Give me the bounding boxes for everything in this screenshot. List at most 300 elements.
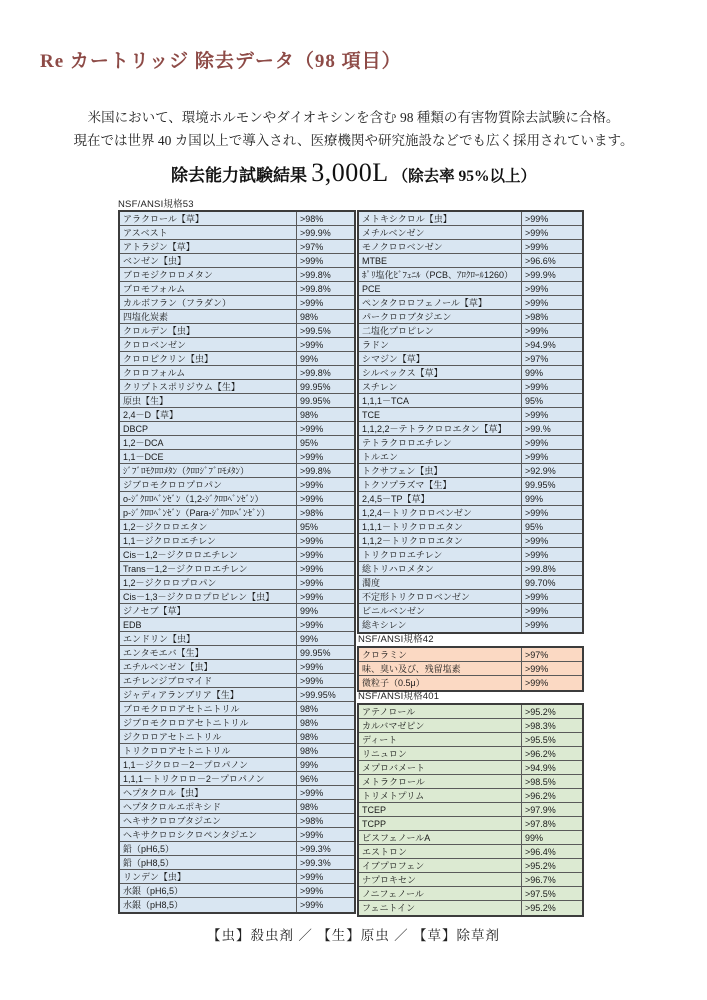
result-heading	[0, 158, 707, 188]
result-heading-prefix: 除去能力試験結果	[170, 166, 312, 185]
removal-rate: >99%	[522, 380, 582, 393]
table-row	[120, 898, 354, 912]
removal-rate: >99%	[522, 226, 582, 239]
table-row	[120, 758, 354, 772]
table-row	[120, 254, 354, 268]
substance-name: 鉛（pH6,5）	[120, 842, 297, 855]
table-row	[120, 842, 354, 856]
substance-name: リニュロン	[359, 747, 522, 760]
substance-name: ノニフェノール	[359, 887, 522, 900]
table-row	[120, 464, 354, 478]
table-row	[359, 366, 582, 380]
substance-name: TCE	[359, 408, 522, 421]
removal-rate: >99%	[297, 492, 354, 505]
removal-rate: >96.7%	[522, 873, 582, 886]
removal-rate: 98%	[297, 744, 354, 757]
substance-name: Cis－1,3－ジクロロプロピレン【虫】	[120, 590, 297, 603]
table-row	[120, 212, 354, 226]
substance-name: 総トリハロメタン	[359, 562, 522, 575]
removal-rate: >95.2%	[522, 705, 582, 718]
removal-rate: >97%	[522, 352, 582, 365]
removal-rate: >99%	[297, 338, 354, 351]
table-row	[120, 716, 354, 730]
removal-rate: >96.4%	[522, 845, 582, 858]
table-row	[120, 660, 354, 674]
table-row	[120, 492, 354, 506]
table-row	[120, 884, 354, 898]
removal-table-std42	[357, 646, 584, 692]
substance-name: 原虫【生】	[120, 394, 297, 407]
substance-name: クリプトスポリジウム【生】	[120, 380, 297, 393]
removal-rate: >99%	[297, 674, 354, 687]
removal-rate: >99.8%	[297, 282, 354, 295]
intro-line-2: 現在では世界 40 カ国以上で導入され、医療機関や研究施設などでも広く採用されています。	[73, 133, 634, 148]
table-row	[120, 478, 354, 492]
table-row	[359, 859, 582, 873]
table-row	[359, 618, 582, 632]
removal-rate: >96.6%	[522, 254, 582, 267]
table-row	[359, 887, 582, 901]
table-row	[120, 828, 354, 842]
table-row	[359, 492, 582, 506]
table-row	[359, 789, 582, 803]
table-row	[359, 873, 582, 887]
substance-name: アトラジン【草】	[120, 240, 297, 253]
removal-rate: >99.3%	[297, 842, 354, 855]
substance-name: MTBE	[359, 254, 522, 267]
removal-rate: >99%	[522, 324, 582, 337]
table-row	[120, 674, 354, 688]
removal-rate: >99%	[297, 254, 354, 267]
removal-table-std53-right-body	[359, 212, 582, 632]
removal-rate: 99.95%	[297, 380, 354, 393]
removal-rate: >99%	[522, 604, 582, 617]
substance-name: メチルベンゼン	[359, 226, 522, 239]
substance-name: メトラクロール	[359, 775, 522, 788]
removal-rate: >99%	[522, 436, 582, 449]
substance-name: 1,2－DCA	[120, 436, 297, 449]
substance-name: ジクロロアセトニトリル	[120, 730, 297, 743]
table-row	[359, 338, 582, 352]
removal-rate: 98%	[297, 730, 354, 743]
table-row	[359, 747, 582, 761]
removal-table-std401	[357, 703, 584, 917]
table-row	[120, 520, 354, 534]
result-heading-suffix: （除去率 95%以上）	[392, 168, 537, 185]
table-row	[120, 436, 354, 450]
substance-name: フェニトイン	[359, 901, 522, 915]
removal-rate: >99%	[297, 576, 354, 589]
substance-name: ジブロモクロロアセトニトリル	[120, 716, 297, 729]
intro-paragraph	[0, 106, 707, 152]
substance-name: EDB	[120, 618, 297, 631]
removal-rate: >99%	[522, 618, 582, 632]
substance-name: ブロモジクロロメタン	[120, 268, 297, 281]
table-row	[120, 856, 354, 870]
table-row	[120, 534, 354, 548]
removal-rate: >99%	[297, 478, 354, 491]
removal-rate: >97.5%	[522, 887, 582, 900]
intro-line-1: 米国において、環境ホルモンやダイオキシンを含む 98 種類の有害物質除去試験に合格。	[87, 110, 620, 125]
substance-name: 総キシレン	[359, 618, 522, 632]
table-row	[120, 800, 354, 814]
removal-rate: 99%	[522, 492, 582, 505]
substance-name: 味、臭い及び、残留塩素	[359, 662, 522, 675]
table-row	[120, 324, 354, 338]
removal-rate: >95.2%	[522, 901, 582, 915]
removal-rate: 95%	[297, 436, 354, 449]
removal-rate: >99%	[522, 676, 582, 690]
removal-rate: >98%	[522, 310, 582, 323]
table-row	[359, 705, 582, 719]
table-row	[359, 548, 582, 562]
removal-rate: >99.9%	[522, 268, 582, 281]
substance-name: ｼﾞﾌﾞﾛﾓｸﾛﾛﾒﾀﾝ（ｸﾛﾛｼﾞﾌﾞﾛﾓﾒﾀﾝ）	[120, 464, 297, 477]
removal-rate: 98%	[297, 800, 354, 813]
removal-rate: >99.8%	[522, 562, 582, 575]
substance-name: トクサフェン【虫】	[359, 464, 522, 477]
table-row	[120, 394, 354, 408]
table-row	[359, 352, 582, 366]
substance-name: 二塩化プロピレン	[359, 324, 522, 337]
removal-table-std401-body	[359, 705, 582, 915]
substance-name: p-ｼﾞｸﾛﾛﾍﾞﾝｾﾞﾝ（Para-ｼﾞｸﾛﾛﾍﾞﾝｾﾞﾝ）	[120, 506, 297, 519]
removal-rate: >97.9%	[522, 803, 582, 816]
removal-rate: >99.5%	[297, 324, 354, 337]
removal-rate: >97.8%	[522, 817, 582, 830]
table-row	[359, 576, 582, 590]
table-row	[359, 436, 582, 450]
substance-name: トリクロロアセトニトリル	[120, 744, 297, 757]
removal-rate: 99%	[297, 352, 354, 365]
table-row	[120, 562, 354, 576]
substance-name: Trans－1,2－ジクロロエチレン	[120, 562, 297, 575]
substance-name: 1,1,1－トリクロロエタン	[359, 520, 522, 533]
removal-rate: >99%	[297, 422, 354, 435]
substance-name: o-ｼﾞｸﾛﾛﾍﾞﾝｾﾞﾝ（1,2-ｼﾞｸﾛﾛﾍﾞﾝｾﾞﾝ）	[120, 492, 297, 505]
substance-name: ヘキサクロロブタジエン	[120, 814, 297, 827]
removal-rate: >99%	[297, 660, 354, 673]
substance-name: エストロン	[359, 845, 522, 858]
removal-rate: >99%	[297, 618, 354, 631]
table-row	[120, 870, 354, 884]
substance-name: 2,4－D【草】	[120, 408, 297, 421]
removal-rate: >98%	[297, 814, 354, 827]
substance-name: ナプロキセン	[359, 873, 522, 886]
substance-name: 1,2－ジクロロプロパン	[120, 576, 297, 589]
table-row	[120, 618, 354, 632]
removal-rate: 98%	[297, 408, 354, 421]
removal-rate: >99%	[297, 450, 354, 463]
table-row	[120, 814, 354, 828]
removal-rate: >99%	[297, 590, 354, 603]
table-row	[120, 772, 354, 786]
substance-name: モノクロロベンゼン	[359, 240, 522, 253]
table-row	[359, 648, 582, 662]
removal-rate: >95.2%	[522, 859, 582, 872]
table-row	[359, 604, 582, 618]
substance-name: 鉛（pH8,5）	[120, 856, 297, 869]
substance-name: トリクロロエチレン	[359, 548, 522, 561]
table-row	[359, 254, 582, 268]
table-row	[359, 240, 582, 254]
table-row	[359, 845, 582, 859]
removal-rate: >99%	[297, 898, 354, 912]
table-row	[359, 775, 582, 789]
section-label-nsf-ansi-401: NSF/ANSI規格401	[358, 691, 440, 702]
substance-name: テトラクロロエチレン	[359, 436, 522, 449]
substance-name: メプロバメート	[359, 761, 522, 774]
table-row	[120, 310, 354, 324]
removal-rate: >95.5%	[522, 733, 582, 746]
table-row	[120, 506, 354, 520]
removal-rate: 99%	[297, 632, 354, 645]
removal-rate: >97%	[297, 240, 354, 253]
removal-rate: >99%	[522, 662, 582, 675]
removal-rate: >99%	[297, 548, 354, 561]
substance-name: トリメトプリム	[359, 789, 522, 802]
substance-name: エンタモエバ【生】	[120, 646, 297, 659]
substance-name: メトキシクロル【虫】	[359, 212, 522, 225]
substance-name: 不定形トリクロロベンゼン	[359, 590, 522, 603]
removal-rate: >99%	[522, 506, 582, 519]
substance-name: ヘキサクロロシクロペンタジエン	[120, 828, 297, 841]
removal-rate: >99.8%	[297, 268, 354, 281]
removal-rate: >94.9%	[522, 761, 582, 774]
removal-rate: 99%	[522, 366, 582, 379]
table-row	[359, 520, 582, 534]
table-row	[120, 338, 354, 352]
substance-name: ペンタクロロフェノール【草】	[359, 296, 522, 309]
removal-rate: >99%	[522, 548, 582, 561]
table-row	[359, 662, 582, 676]
table-row	[359, 719, 582, 733]
table-row	[120, 408, 354, 422]
removal-rate: >96.2%	[522, 747, 582, 760]
removal-rate: 99.70%	[522, 576, 582, 589]
substance-name: TCPP	[359, 817, 522, 830]
removal-rate: 96%	[297, 772, 354, 785]
table-row	[120, 226, 354, 240]
substance-name: カルボフラン（フラダン）	[120, 296, 297, 309]
table-row	[359, 226, 582, 240]
substance-name: エンドリン【虫】	[120, 632, 297, 645]
substance-name: スチレン	[359, 380, 522, 393]
removal-rate: >99%	[297, 562, 354, 575]
substance-name: PCE	[359, 282, 522, 295]
table-row	[359, 733, 582, 747]
table-row	[359, 831, 582, 845]
table-row	[120, 268, 354, 282]
table-row	[120, 744, 354, 758]
table-row	[120, 422, 354, 436]
removal-rate: 99.95%	[522, 478, 582, 491]
table-row	[120, 576, 354, 590]
removal-rate: 99%	[522, 831, 582, 844]
substance-name: クロラミン	[359, 648, 522, 661]
table-row	[359, 394, 582, 408]
removal-rate: >99%	[297, 828, 354, 841]
substance-name: ブロモフォルム	[120, 282, 297, 295]
substance-name: ブロモクロロアセトニトリル	[120, 702, 297, 715]
substance-name: ラドン	[359, 338, 522, 351]
result-heading-volume: 3,000L	[311, 158, 389, 187]
substance-name: シルベックス【草】	[359, 366, 522, 379]
removal-rate: 99.95%	[297, 394, 354, 407]
substance-name: ヘプタクロルエポキシド	[120, 800, 297, 813]
table-row	[359, 380, 582, 394]
removal-table-std42-body	[359, 648, 582, 690]
removal-rate: 95%	[297, 520, 354, 533]
removal-rate: >99.95%	[297, 688, 354, 701]
table-row	[359, 296, 582, 310]
page-title: Re カートリッジ 除去データ（98 項目）	[40, 51, 402, 72]
removal-rate: >98%	[297, 212, 354, 225]
removal-rate: >99.8%	[297, 366, 354, 379]
removal-rate: >99%	[522, 282, 582, 295]
removal-rate: >99.%	[522, 422, 582, 435]
table-row	[359, 817, 582, 831]
removal-rate: >99.8%	[297, 464, 354, 477]
substance-name: Cis－1,2－ジクロロエチレン	[120, 548, 297, 561]
table-row	[359, 282, 582, 296]
substance-name: エチレンジブロマイド	[120, 674, 297, 687]
substance-name: ベンゼン【虫】	[120, 254, 297, 267]
substance-name: TCEP	[359, 803, 522, 816]
substance-name: トルエン	[359, 450, 522, 463]
removal-rate: >99%	[522, 450, 582, 463]
removal-rate: >99%	[297, 884, 354, 897]
removal-rate: 98%	[297, 310, 354, 323]
removal-rate: >99%	[522, 240, 582, 253]
table-row	[359, 590, 582, 604]
removal-rate: >99%	[297, 870, 354, 883]
table-row	[359, 761, 582, 775]
table-row	[120, 632, 354, 646]
table-row	[120, 646, 354, 660]
removal-rate: >99.3%	[297, 856, 354, 869]
table-row	[359, 803, 582, 817]
table-row	[359, 450, 582, 464]
substance-name: 1,1,2,2－テトラクロロエタン【草】	[359, 422, 522, 435]
substance-name: 四塩化炭素	[120, 310, 297, 323]
removal-rate: >97%	[522, 648, 582, 661]
substance-name: 1,1,1－TCA	[359, 394, 522, 407]
substance-name: クロルデン【虫】	[120, 324, 297, 337]
removal-rate: >99%	[522, 590, 582, 603]
table-row	[359, 506, 582, 520]
table-row	[359, 324, 582, 338]
removal-rate: >98.5%	[522, 775, 582, 788]
substance-name: ヘプタクロル【虫】	[120, 786, 297, 799]
substance-name: DBCP	[120, 422, 297, 435]
table-row	[120, 590, 354, 604]
substance-name: クロロピクリン【虫】	[120, 352, 297, 365]
table-row	[359, 212, 582, 226]
removal-rate: >96.2%	[522, 789, 582, 802]
table-row	[359, 408, 582, 422]
removal-table-std53-left	[118, 210, 356, 914]
section-label-nsf-ansi-42: NSF/ANSI規格42	[358, 634, 434, 645]
table-row	[120, 730, 354, 744]
removal-rate: 99.95%	[297, 646, 354, 659]
substance-name: ビニルベンゼン	[359, 604, 522, 617]
table-row	[359, 901, 582, 915]
removal-rate: 99%	[297, 758, 354, 771]
substance-name: 2,4,5－TP【草】	[359, 492, 522, 505]
table-row	[120, 702, 354, 716]
removal-rate: >99%	[522, 408, 582, 421]
table-row	[120, 352, 354, 366]
removal-rate: >99%	[297, 786, 354, 799]
removal-rate: >98%	[297, 506, 354, 519]
removal-rate: 99%	[297, 604, 354, 617]
substance-name: アスベスト	[120, 226, 297, 239]
table-row	[120, 240, 354, 254]
substance-name: イブプロフェン	[359, 859, 522, 872]
table-row	[359, 310, 582, 324]
removal-rate: >98.3%	[522, 719, 582, 732]
substance-name: アテノロール	[359, 705, 522, 718]
substance-name: リンデン【虫】	[120, 870, 297, 883]
substance-name: 微粒子（0.5μ）	[359, 676, 522, 690]
table-row	[359, 562, 582, 576]
substance-name: 水銀（pH8,5）	[120, 898, 297, 912]
substance-name: クロロベンゼン	[120, 338, 297, 351]
substance-name: エチルベンゼン【虫】	[120, 660, 297, 673]
section-label-nsf-ansi-53: NSF/ANSI規格53	[118, 199, 194, 210]
substance-name: 1,2,4－トリクロロベンゼン	[359, 506, 522, 519]
removal-rate: >99%	[297, 296, 354, 309]
substance-name: クロロフォルム	[120, 366, 297, 379]
removal-rate: >99%	[522, 296, 582, 309]
substance-name: 1,1,2－トリクロロエタン	[359, 534, 522, 547]
table-row	[120, 380, 354, 394]
substance-name: 水銀（pH6,5）	[120, 884, 297, 897]
substance-name: パークロロブタジエン	[359, 310, 522, 323]
removal-rate: >99%	[522, 534, 582, 547]
table-row	[359, 422, 582, 436]
substance-name: 濁度	[359, 576, 522, 589]
substance-name: シマジン【草】	[359, 352, 522, 365]
removal-rate: >94.9%	[522, 338, 582, 351]
table-row	[359, 268, 582, 282]
substance-name: アラクロール【草】	[120, 212, 297, 225]
removal-rate: >99%	[522, 212, 582, 225]
table-row	[120, 604, 354, 618]
substance-name: ジノセブ【草】	[120, 604, 297, 617]
table-row	[120, 366, 354, 380]
table-row	[120, 548, 354, 562]
table-row	[120, 296, 354, 310]
substance-name: ジャディアランブリア【生】	[120, 688, 297, 701]
removal-rate: >92.9%	[522, 464, 582, 477]
substance-name: 1,1,1－トリクロロ－2－プロパノン	[120, 772, 297, 785]
removal-rate: >99.9%	[297, 226, 354, 239]
table-row	[359, 534, 582, 548]
substance-name: 1,1－DCE	[120, 450, 297, 463]
substance-name: カルバマゼピン	[359, 719, 522, 732]
removal-rate: 98%	[297, 716, 354, 729]
removal-rate: 98%	[297, 702, 354, 715]
table-row	[120, 282, 354, 296]
footer-legend: 【虫】殺虫剤 ／ 【生】原虫 ／ 【草】除草剤	[207, 928, 500, 943]
removal-rate: >99%	[297, 534, 354, 547]
removal-rate: 95%	[522, 520, 582, 533]
substance-name: ﾎﾟﾘ塩化ﾋﾞﾌｪﾆﾙ（PCB、ｱﾛｸﾛｰﾙ1260）	[359, 268, 522, 281]
removal-rate: 95%	[522, 394, 582, 407]
substance-name: 1,2－ジクロロエタン	[120, 520, 297, 533]
